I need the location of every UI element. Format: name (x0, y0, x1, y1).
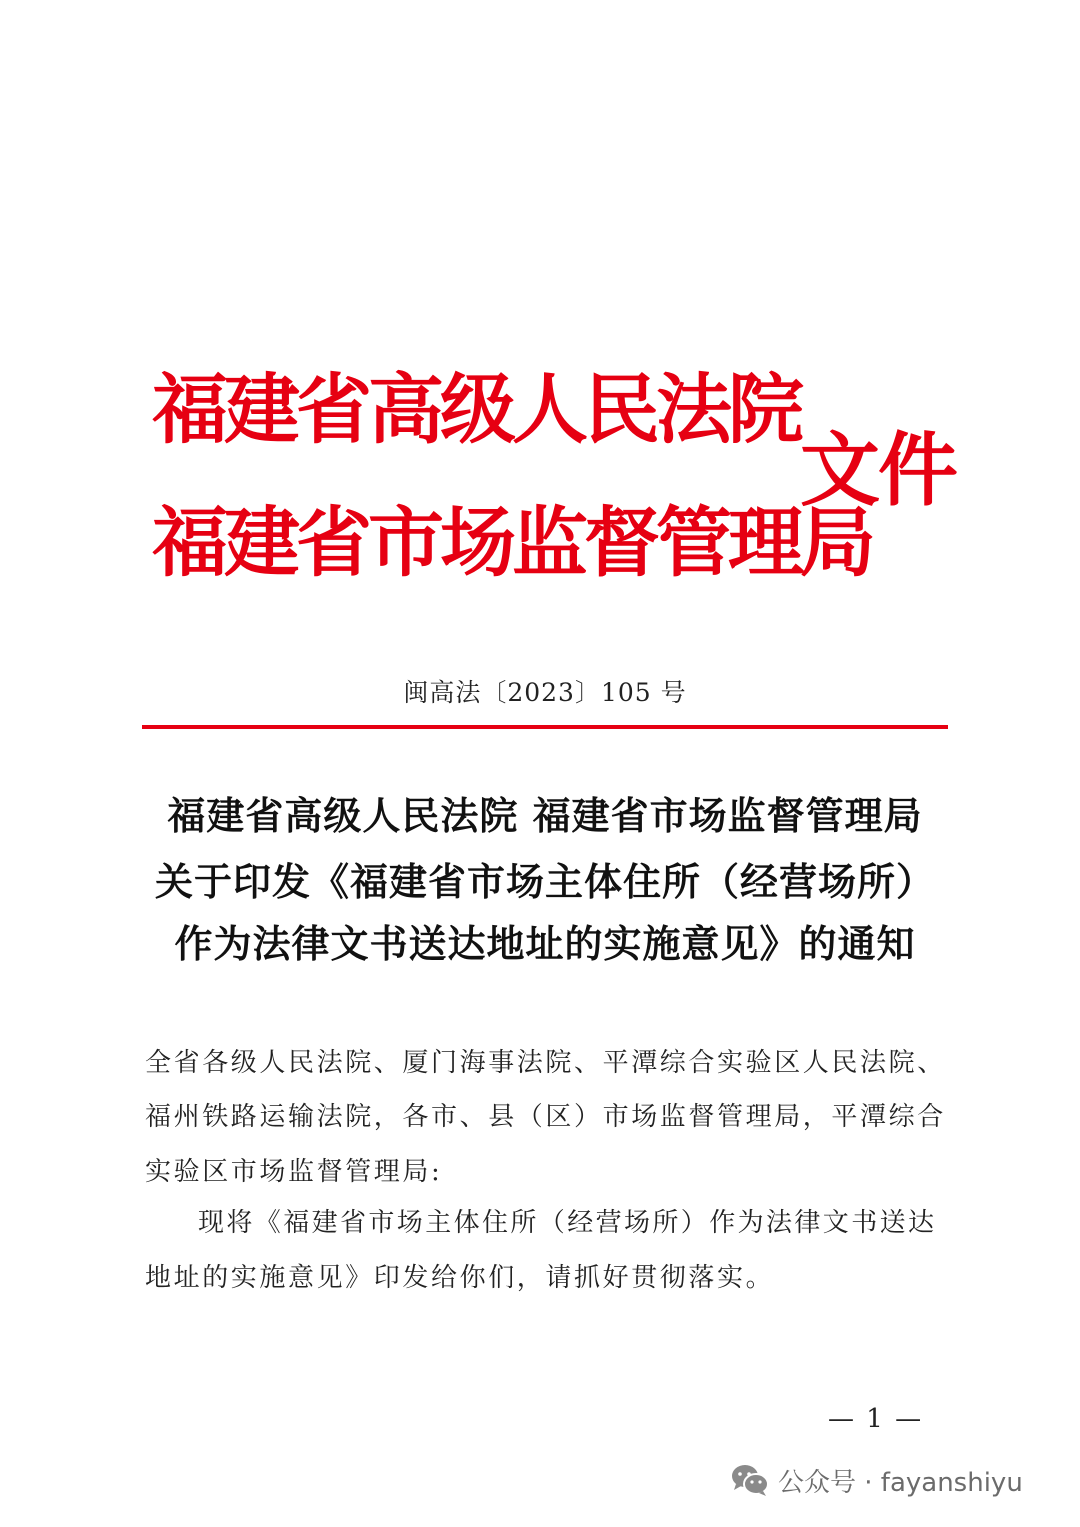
title-line-2: 关于印发《福建省市场主体住所（经营场所） (154, 859, 935, 904)
issuer-court: 福建省高级人民法院 (152, 365, 800, 454)
page-number: — 1 — (828, 1404, 924, 1434)
document-number: 闽高法〔2023〕105 号 (403, 678, 687, 707)
paragraph-line-1: 现将《福建省市场主体住所（经营场所）作为法律文书送达 (198, 1208, 937, 1238)
addressee-line-3: 实验区市场监督管理局: (145, 1157, 443, 1187)
addressee-line-2: 福州铁路运输法院，各市、县（区）市场监督管理局，平潭综合 (145, 1102, 946, 1132)
issuer-market-bureau: 福建省市场监督管理局 (152, 498, 872, 587)
title-line-1: 福建省高级人民法院 福建省市场监督管理局 (167, 793, 923, 838)
red-divider (142, 725, 948, 729)
addressee-line-1: 全省各级人民法院、厦门海事法院、平潭综合实验区人民法院、 (145, 1048, 946, 1078)
wechat-icon (730, 1463, 770, 1497)
paragraph-line-2: 地址的实施意见》印发给你们，请抓好贯彻落实。 (145, 1263, 775, 1293)
watermark-text: 公众号 · fayanshiyu (778, 1467, 1023, 1498)
title-line-3: 作为法律文书送达地址的实施意见》的通知 (174, 921, 916, 966)
document-suffix: 文件 (800, 423, 956, 517)
watermark (730, 1460, 1023, 1500)
